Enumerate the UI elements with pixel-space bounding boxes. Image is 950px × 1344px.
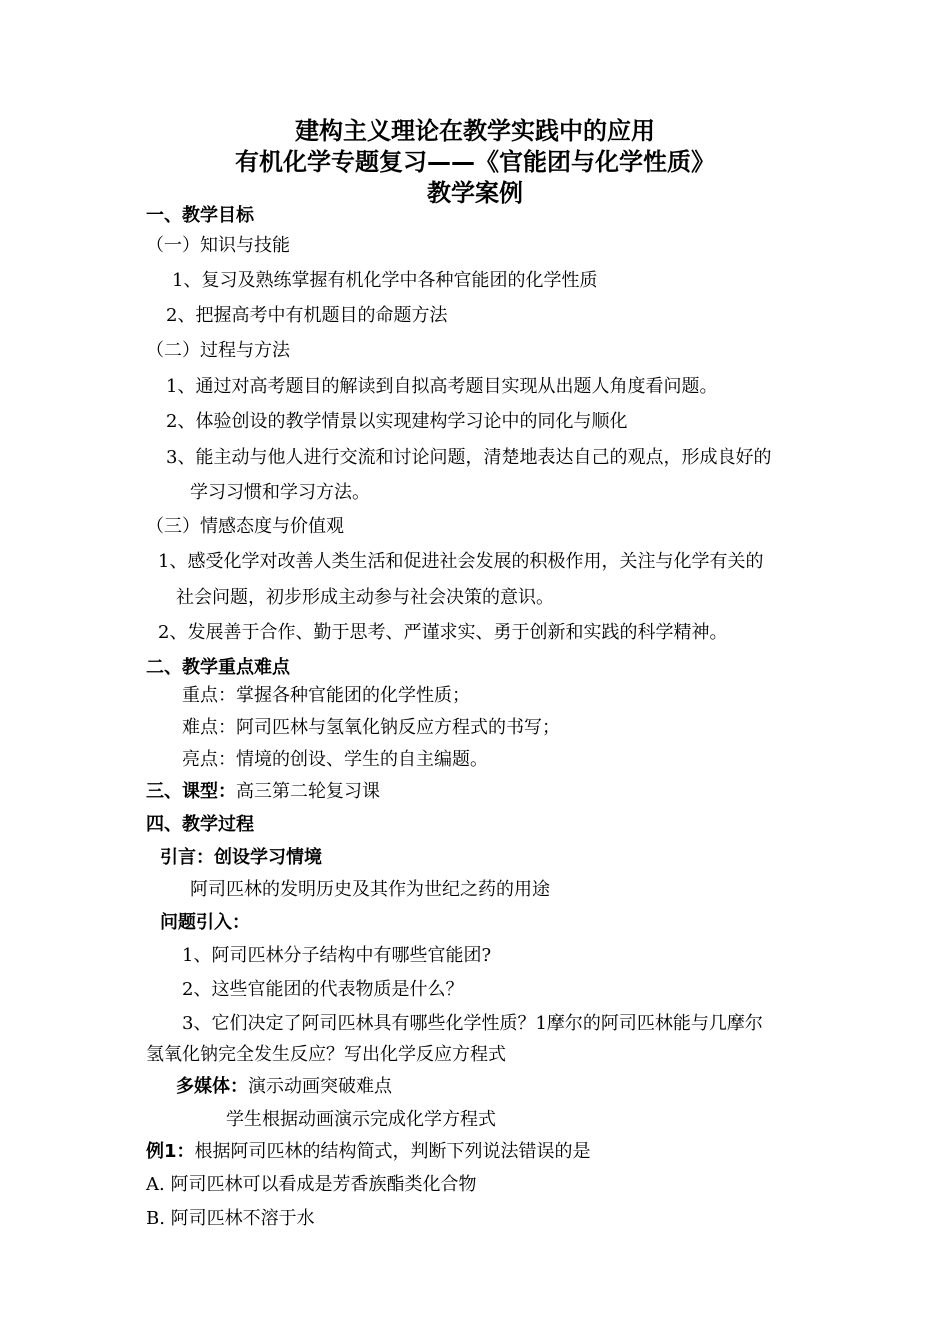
highlight-point-line: 亮点：情境的创设、学生的自主编题。 (182, 749, 488, 770)
multimedia-label: 多媒体： (176, 1076, 248, 1097)
list-item-continuation: 社会问题，初步形成主动参与社会决策的意识。 (176, 587, 554, 608)
lesson-type-line (146, 780, 380, 804)
subsection-heading-knowledge: （一）知识与技能 (146, 235, 290, 256)
example-label: 例1： (146, 1141, 195, 1162)
lesson-type-value: 高三第二轮复习课 (236, 781, 380, 802)
section-heading-key-points: 二、教学重点难点 (146, 657, 290, 678)
section-heading-teaching-process: 四、教学过程 (146, 814, 254, 835)
student-activity-text: 学生根据动画演示完成化学方程式 (226, 1109, 496, 1130)
subsection-heading-attitude: （三）情感态度与价值观 (146, 516, 344, 537)
intro-label: 引言：创设学习情境 (160, 847, 322, 868)
example-question: 根据阿司匹林的结构简式，判断下列说法错误的是 (194, 1141, 591, 1162)
list-item: 1、通过对高考题目的解读到自拟高考题目实现从出题人角度看问题。 (166, 376, 718, 397)
multimedia-line (176, 1075, 392, 1099)
list-item: 3、能主动与他人进行交流和讨论问题，清楚地表达自己的观点，形成良好的 (166, 447, 772, 468)
difficult-point-line: 难点：阿司匹林与氢氧化钠反应方程式的书写； (182, 717, 560, 738)
document-title-line-1: 建构主义理论在教学实践中的应用 (295, 117, 655, 145)
question-item: 1、阿司匹林分子结构中有哪些官能团? (182, 945, 492, 966)
question-label: 问题引入： (160, 912, 250, 933)
list-item: 2、发展善于合作、勤于思考、严谨求实、勇于创新和实践的科学精神。 (158, 622, 728, 643)
section-heading-lesson-type: 三、课型： (146, 781, 236, 802)
list-item: 2、体验创设的教学情景以实现建构学习论中的同化与顺化 (166, 411, 628, 432)
example-1-line (146, 1140, 591, 1164)
question-item-continuation: 氢氧化钠完全发生反应？写出化学反应方程式 (146, 1044, 506, 1065)
question-item: 3、它们决定了阿司匹林具有哪些化学性质？1摩尔的阿司匹林能与几摩尔 (182, 1013, 763, 1034)
intro-text: 阿司匹林的发明历史及其作为世纪之药的用途 (190, 879, 550, 900)
list-item: 1、感受化学对改善人类生活和促进社会发展的积极作用，关注与化学有关的 (158, 551, 764, 572)
option-b: B. 阿司匹林不溶于水 (146, 1208, 315, 1229)
list-item: 2、把握高考中有机题目的命题方法 (166, 305, 448, 326)
key-point-line: 重点：掌握各种官能团的化学性质； (182, 685, 470, 706)
list-item: 1、复习及熟练掌握有机化学中各种官能团的化学性质 (172, 270, 598, 291)
document-title-line-3: 教学案例 (427, 179, 523, 207)
document-title-line-2: 有机化学专题复习——《官能团与化学性质》 (235, 148, 715, 176)
subsection-heading-process: （二）过程与方法 (146, 340, 290, 361)
question-item: 2、这些官能团的代表物质是什么？ (182, 979, 464, 1000)
list-item-continuation: 学习习惯和学习方法。 (190, 482, 370, 503)
option-a: A. 阿司匹林可以看成是芳香族酯类化合物 (146, 1174, 477, 1195)
multimedia-text: 演示动画突破难点 (248, 1076, 392, 1097)
section-heading-teaching-goals: 一、教学目标 (146, 205, 254, 226)
